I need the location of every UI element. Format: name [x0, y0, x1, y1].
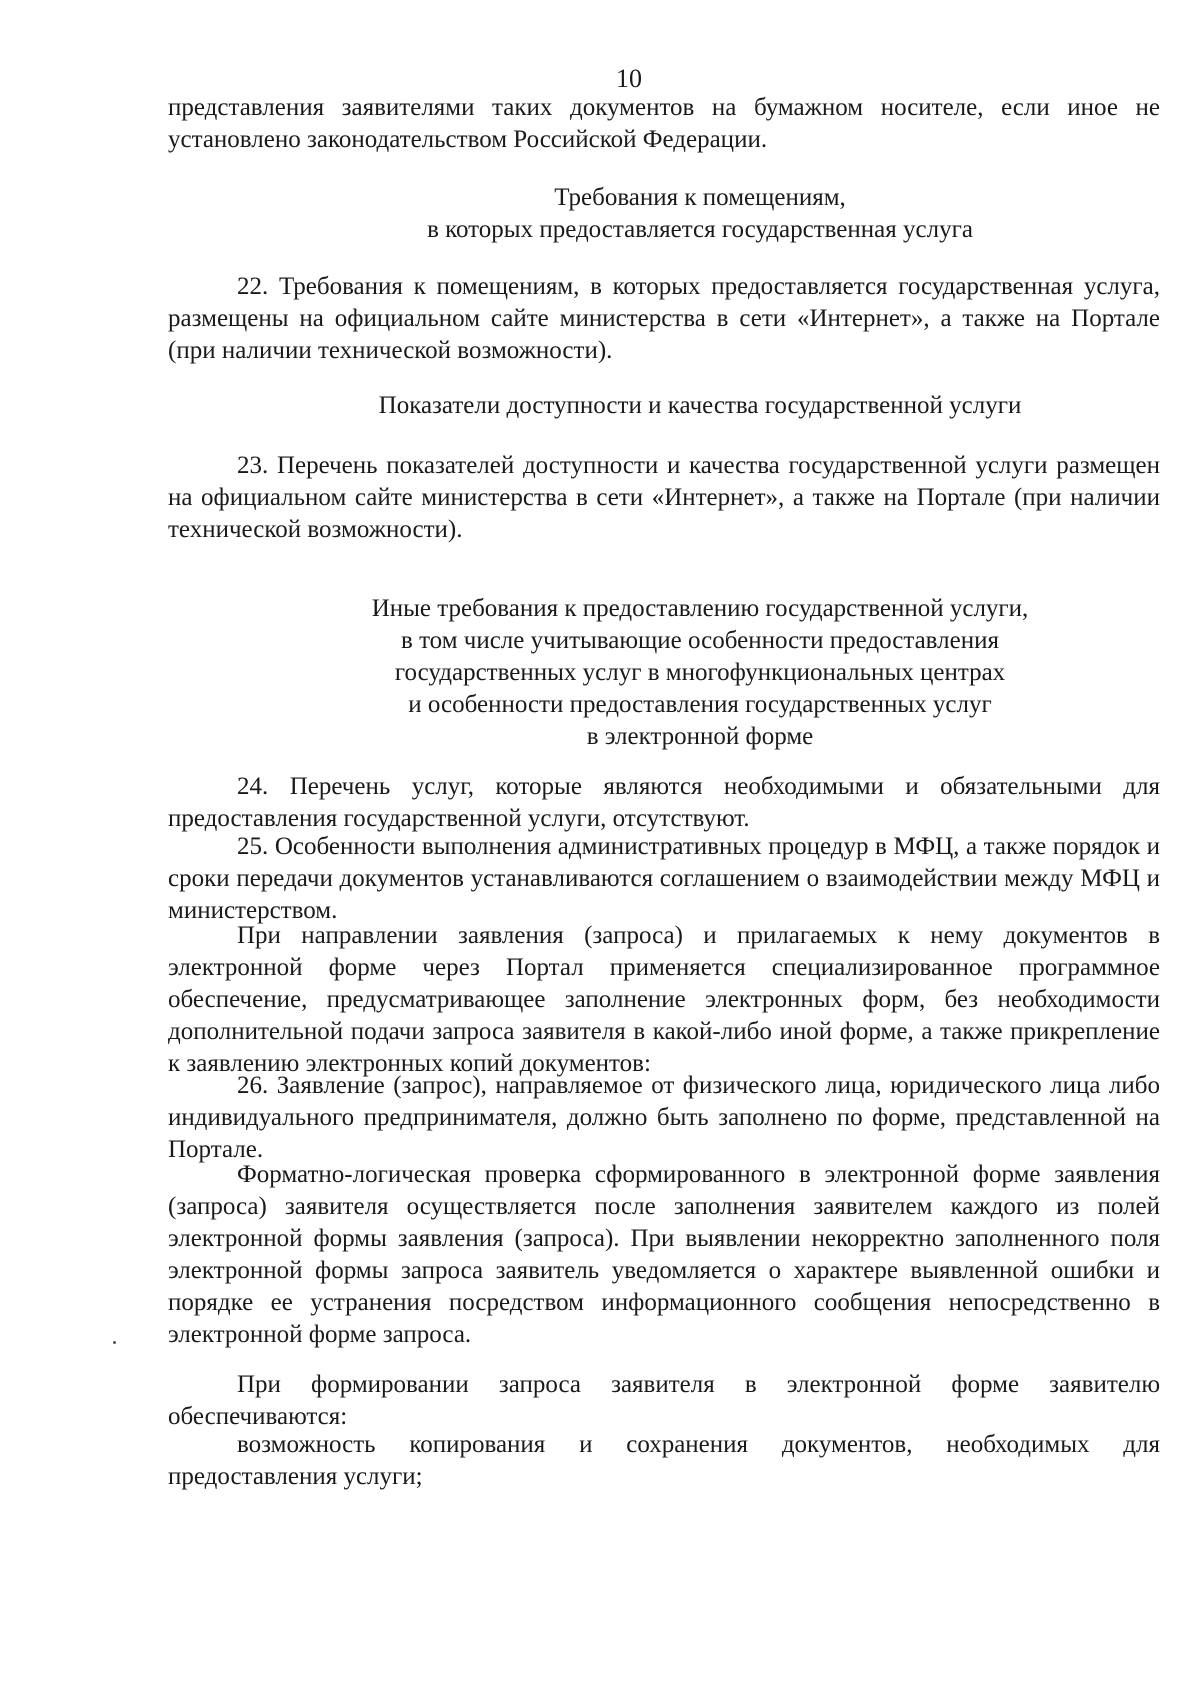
- continuation-paragraph: представления заявителями таких документов на бумажном носителе, если иное не установлено законодательством Российской Федерации.: [168, 94, 1160, 153]
- heading-other-line: и особенности предоставления государственных услуг: [408, 691, 992, 718]
- heading-other-line: в электронной форме: [586, 723, 814, 750]
- scan-speck: [113, 1341, 116, 1344]
- heading-premises: [168, 182, 1200, 246]
- paragraph-26-check: Форматно-логическая проверка сформированного в электронной форме заявления (запроса) заявителя осуществляется после заполнения заявителем каждого из полей электронной формы заявления (запроса). При выявлении некорректно заполненного поля электронной формы запроса заявитель уведомляется о характере выявленной ошибки и порядке ее устранения посредством информационного сообщения непосредственно в электронной форме запроса.: [168, 1161, 1160, 1348]
- page-number: 10: [616, 64, 642, 93]
- paragraph-24: 24. Перечень услуг, которые являются необходимыми и обязательными для предоставления государственной услуги, отсутствуют.: [168, 773, 1160, 832]
- paragraph-23: 23. Перечень показателей доступности и качества государственной услуги размещен на официальном сайте министерства в сети «Интернет», а также на Портале (при наличии технической возможности).: [168, 452, 1160, 543]
- paragraph-26-copying: возможность копирования и сохранения документов, необходимых для предоставления услуги;: [168, 1431, 1160, 1490]
- paragraph-26: 26. Заявление (запрос), направляемое от физического лица, юридического лица либо индивидуального предпринимателя, должно быть заполнено по форме, представленной на Портале.: [168, 1072, 1160, 1163]
- heading-other-requirements: [168, 593, 1200, 753]
- heading-other-line: государственных услуг в многофункциональных центрах: [394, 659, 1006, 686]
- heading-other-line: в том числе учитывающие особенности предоставления: [401, 627, 999, 654]
- heading-premises-line: в которых предоставляется государственная услуга: [427, 216, 973, 243]
- heading-premises-line: Требования к помещениям,: [554, 184, 846, 211]
- paragraph-22: 22. Требования к помещениям, в которых предоставляется государственная услуга, размещены на официальном сайте министерства в сети «Интернет», а также на Портале (при наличии технической возможности).: [168, 273, 1160, 364]
- heading-indicators: Показатели доступности и качества государственной услуги: [378, 392, 1022, 419]
- paragraph-26-provided: При формировании запроса заявителя в электронной форме заявителю обеспечиваются:: [168, 1371, 1160, 1430]
- heading-other-line: Иные требования к предоставлению государственной услуги,: [371, 595, 1029, 622]
- paragraph-25-portal: При направлении заявления (запроса) и прилагаемых к нему документов в электронной форме через Портал применяется специализированное программное обеспечение, предусматривающее заполнение электронных форм, без необходимости дополнительной подачи запроса заявителя в какой-либо иной форме, а также прикрепление к заявлению электронных копий документов:: [168, 922, 1160, 1077]
- paragraph-25: 25. Особенности выполнения административных процедур в МФЦ, а также порядок и сроки передачи документов устанавливаются соглашением о взаимодействии между МФЦ и министерством.: [168, 833, 1160, 924]
